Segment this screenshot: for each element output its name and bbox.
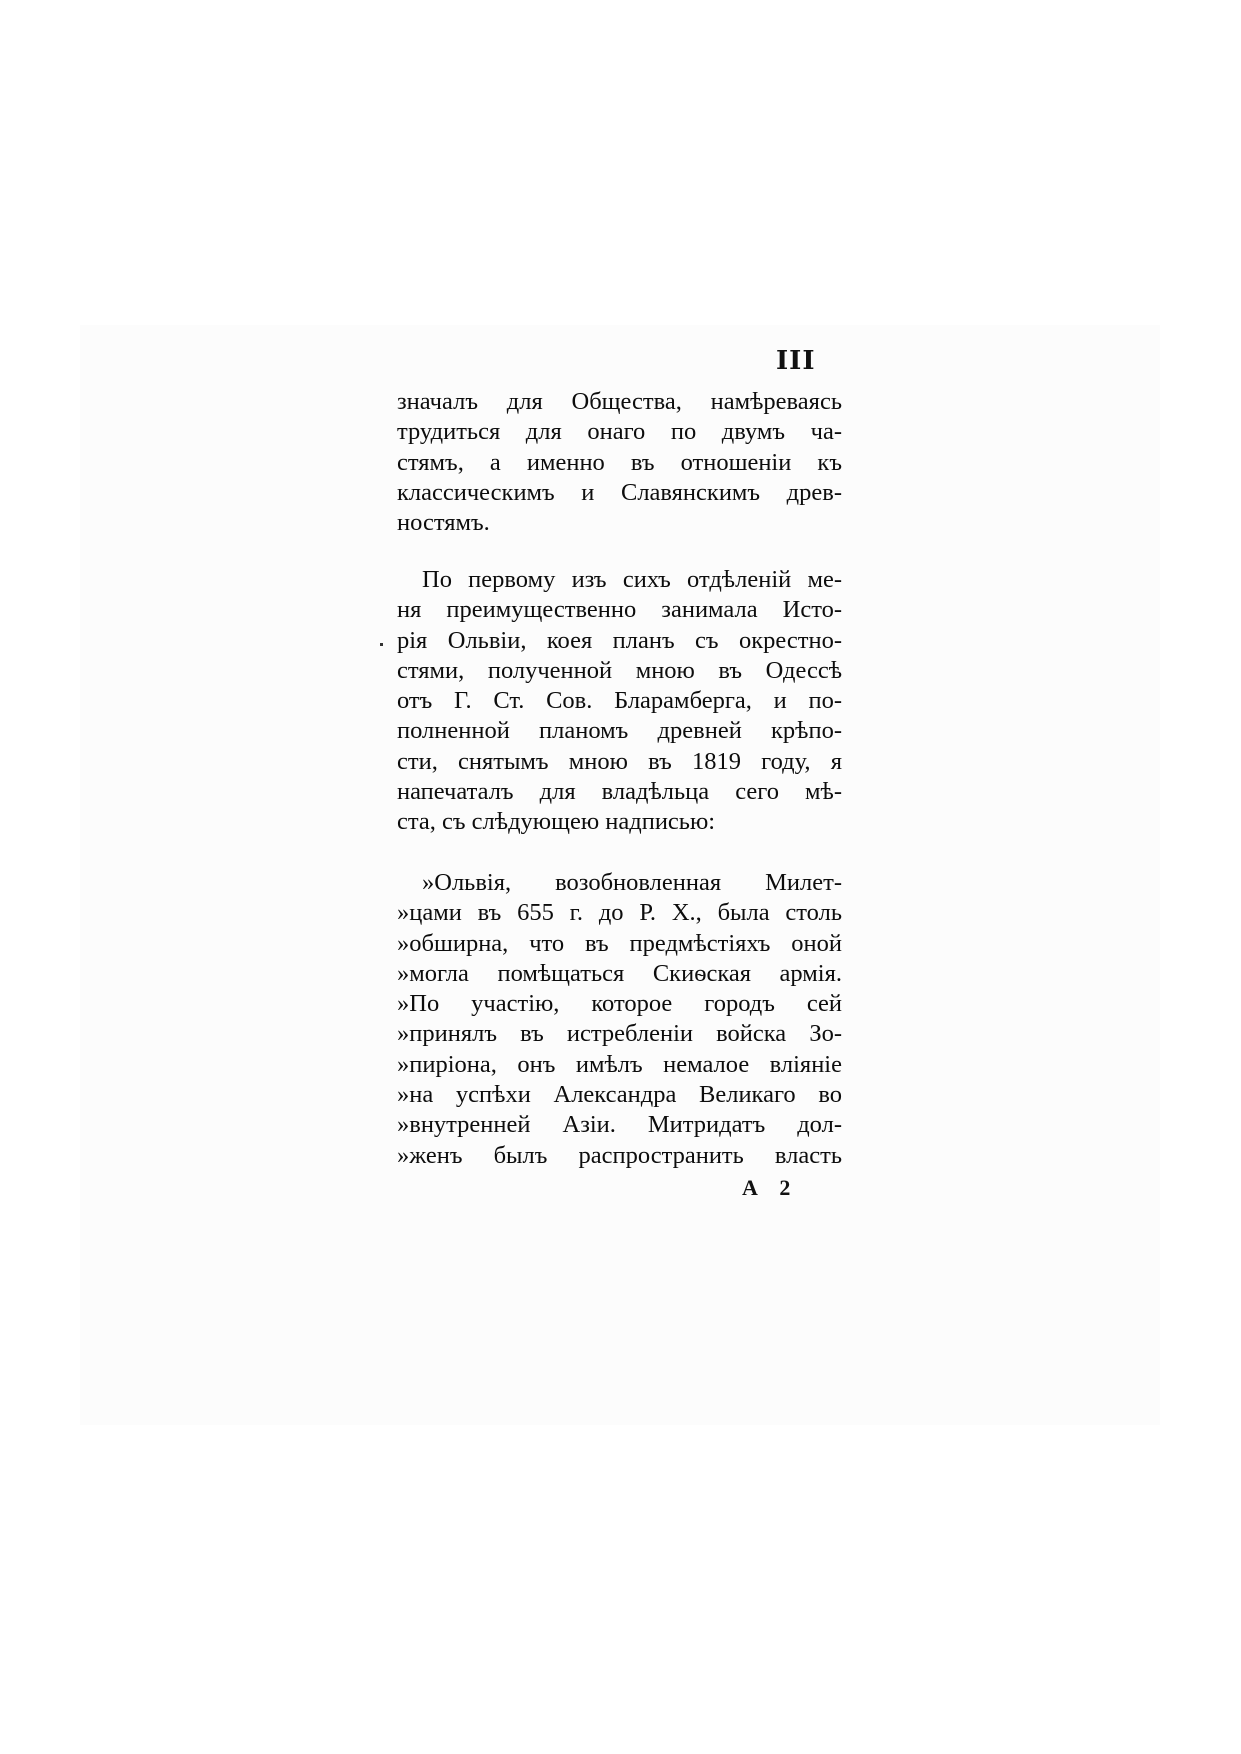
text-line: »пиріона, онъ имѣлъ немалое вліяніе bbox=[397, 1050, 842, 1078]
text-line: сти, снятымъ мною въ 1819 году, я bbox=[397, 747, 842, 775]
text-line: классическимъ и Славянскимъ древ- bbox=[397, 478, 842, 506]
text-line: »женъ былъ распространить власть bbox=[397, 1141, 842, 1169]
text-line: »Ольвія, возобновленная Милет- bbox=[422, 869, 842, 896]
page-number: III bbox=[776, 346, 816, 376]
stray-mark bbox=[380, 643, 383, 646]
text-line: »могла помѣщаться Скиѳская армія. bbox=[397, 959, 842, 987]
text-line: стямъ, а именно въ отношеніи къ bbox=[397, 448, 842, 476]
text-line: ста, съ слѣдующею надписью: bbox=[397, 808, 716, 836]
text-line: »обширна, что въ предмѣстіяхъ оной bbox=[397, 929, 842, 957]
text-line: стями, полученной мною въ Одессѣ bbox=[397, 656, 842, 684]
text-line: »на успѣхи Александра Великаго во bbox=[397, 1081, 842, 1109]
text-line: ностямъ. bbox=[397, 509, 490, 537]
text-line: »цами въ 655 г. до Р. Х., была столь bbox=[397, 899, 842, 927]
text-line: ня преимущественно занимала Исто- bbox=[397, 596, 842, 624]
text-line: значалъ для Общества, намѣреваясь bbox=[397, 388, 842, 415]
text-line: »принялъ въ истребленіи войска Зо- bbox=[397, 1020, 842, 1048]
paragraph-3-quotation bbox=[397, 868, 842, 1171]
text-line: »внутренней Азіи. Митридатъ дол- bbox=[397, 1111, 842, 1139]
text-line: По первому изъ сихъ отдѣленій ме- bbox=[422, 566, 842, 593]
text-line: рія Ольвіи, коея планъ съ окрестно- bbox=[397, 626, 842, 654]
text-line: »По участію, которое городъ сей bbox=[397, 990, 842, 1018]
signature-mark: А 2 bbox=[742, 1175, 799, 1200]
text-line: отъ Г. Ст. Сов. Бларамберга, и по- bbox=[397, 687, 842, 715]
text-line: трудиться для онаго по двумъ ча- bbox=[397, 418, 842, 446]
text-line: полненной планомъ древней крѣпо- bbox=[397, 717, 842, 745]
paragraph-2 bbox=[397, 565, 842, 838]
paragraph-1 bbox=[397, 387, 842, 538]
text-line: напечаталъ для владѣльца сего мѣ- bbox=[397, 778, 842, 806]
